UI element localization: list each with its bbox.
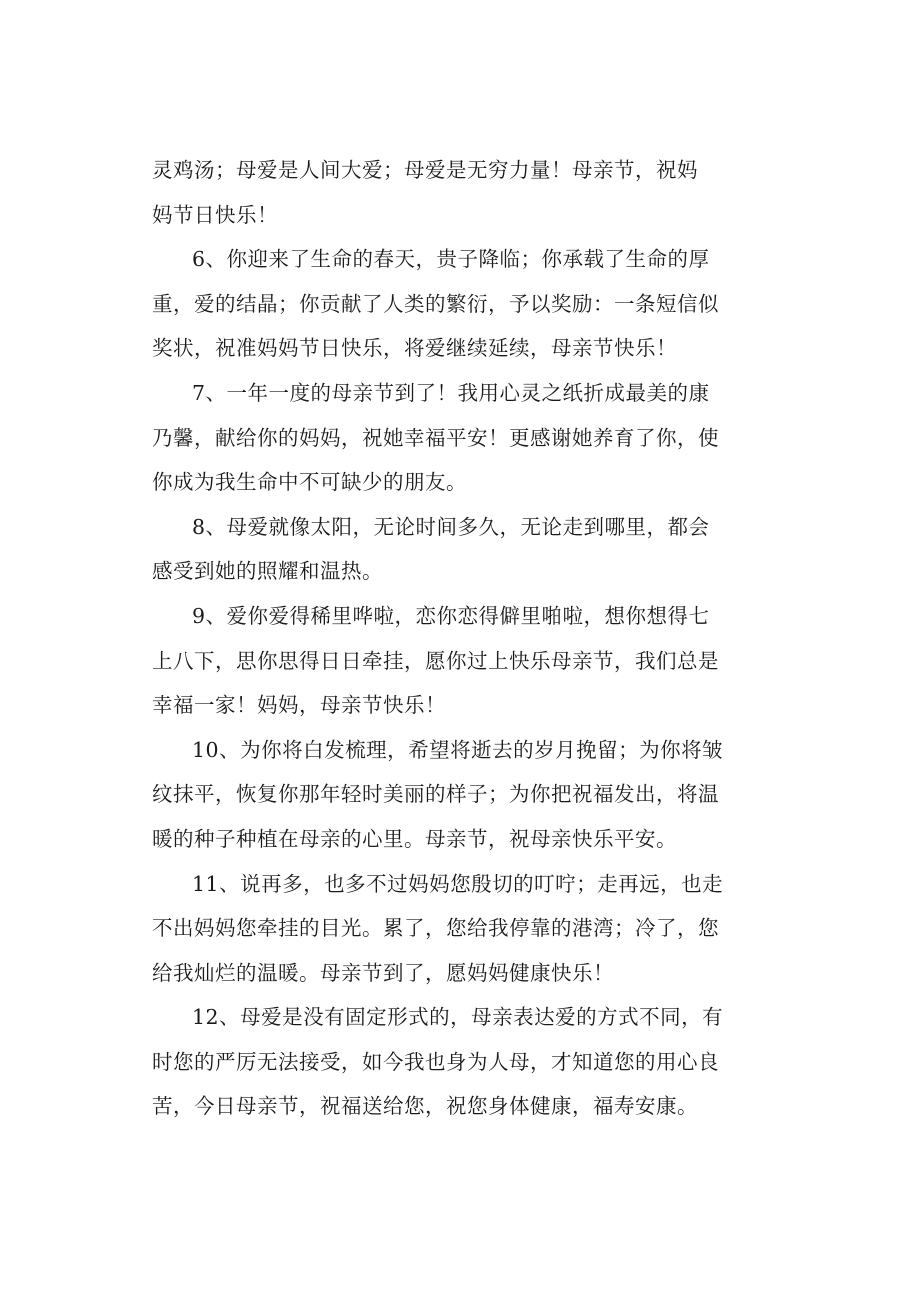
text-line: 6、你迎来了生命的春天，贵子降临；你承载了生命的厚 [192, 247, 710, 272]
text-line: 暖的种子种植在母亲的心里。母亲节，祝母亲快乐平安。 [152, 826, 677, 851]
text-line: 给我灿烂的温暖。母亲节到了，愿妈妈健康快乐！ [152, 960, 614, 985]
text-line: 你成为我生命中不可缺少的朋友。 [152, 470, 467, 495]
text-line: 7、一年一度的母亲节到了！我用心灵之纸折成最美的康 [192, 380, 710, 405]
paragraph-item-8 [152, 505, 752, 594]
text-line: 8、母爱就像太阳，无论时间多久，无论走到哪里，都会 [192, 514, 710, 539]
text-line: 11、说再多，也多不过妈妈您殷切的叮咛；走再远，也走 [192, 871, 724, 896]
text-line: 9、爱你爱得稀里哗啦，恋你恋得僻里啪啦，想你想得七 [192, 603, 710, 628]
text-line: 上八下，思你思得日日牵挂，愿你过上快乐母亲节，我们总是 [152, 648, 719, 673]
text-line: 苦，今日母亲节，祝福送给您，祝您身体健康，福寿安康。 [152, 1094, 698, 1119]
text-line: 不出妈妈您牵挂的目光。累了，您给我停靠的港湾；冷了，您 [152, 916, 719, 941]
text-line: 感受到她的照耀和温热。 [152, 559, 383, 584]
text-line: 灵鸡汤；母爱是人间大爱；母爱是无穷力量！母亲节，祝妈 [152, 158, 698, 182]
text-line: 奖状，祝准妈妈节日快乐，将爱继续延续，母亲节快乐！ [152, 336, 677, 361]
paragraph-item-6 [152, 237, 752, 371]
document-body [152, 148, 752, 1129]
text-line: 12、母爱是没有固定形式的，母亲表达爱的方式不同，有 [192, 1005, 724, 1030]
text-line: 乃馨，献给你的妈妈，祝她幸福平安！更感谢她养育了你，使 [152, 425, 719, 450]
text-line: 10、为你将白发梳理，希望将逝去的岁月挽留；为你将皱 [192, 737, 724, 762]
text-line: 纹抹平，恢复你那年轻时美丽的样子；为你把祝福发出，将温 [152, 782, 719, 807]
text-line: 时您的严厉无法接受，如今我也身为人母，才知道您的用心良 [152, 1049, 719, 1074]
paragraph-item-10 [152, 728, 752, 862]
text-line: 重，爱的结晶；你贡献了人类的繁衍，予以奖励：一条短信似 [152, 291, 719, 316]
paragraph-item-11 [152, 862, 752, 996]
text-line: 妈节日快乐！ [152, 202, 278, 227]
paragraph-item-12 [152, 995, 752, 1129]
text-line: 幸福一家！妈妈，母亲节快乐！ [152, 693, 446, 718]
paragraph-continuation [152, 148, 752, 237]
paragraph-item-9 [152, 594, 752, 728]
paragraph-item-7 [152, 371, 752, 505]
